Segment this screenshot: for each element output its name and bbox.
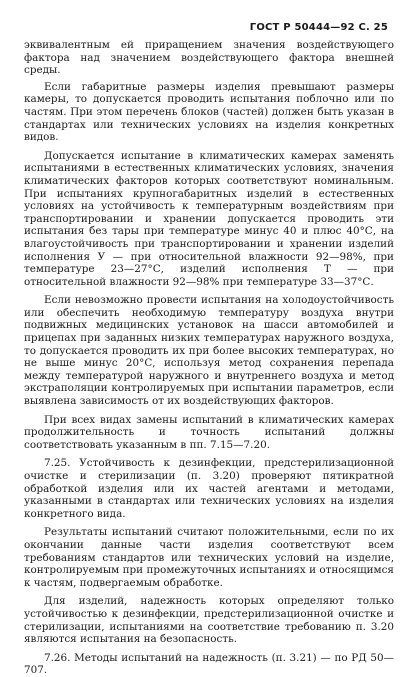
paragraph-dimensions: Если габаритные размеры изделия превышают размеры камеры, то допускается проводить испытания поблочно или по частям. При этом перечень блоков (частей) должен быть указан в стандартах или технических условиях на изделия конкретных видов. — [24, 80, 394, 144]
paragraph-natural-conditions: Допускается испытание в климатических камерах заменять испытаниями в естественных климатических условиях, значения климатических факторов которых соответствуют номинальным. При испытаниях крупногабаритных изделий в естественных условиях на устойчивость к температурным воздействиям при транспортировании и хранении допускается проводить эти испытания без тары при температуре минус 40 и плюс 40°С, на влагоустойчивость при транспортировании и хранении изделий исполнения У — при относительной влажности 92—98%, при температуре 23—27°С, изделий исполнения Т — при относительной влажности 92—98% при температуре 33—37°С. — [24, 149, 394, 288]
paragraph-results: Результаты испытаний считают положительными, если по их окончании данные части изделия соответствуют всем требованиям стандартов или технических условий на изделие, контролируемым при промежуточных испытаниях и относящимся к частям, подвергаемым обработке. — [24, 526, 394, 589]
running-header: ГОСТ Р 50444—92 С. 25 — [249, 22, 388, 33]
paragraph-cold-resistance: Если невозможно провести испытания на холодоустойчивость или обеспечить необходимую температуру воздуха внутри подвижных медицинских установок на шасси автомобилей и прицепах при заданных низких температурах наружного воздуха, то допускается проводить их при более высоких температурах, но не выше минус 20°С, используя метод сохранения перепада между температурой наружного и внутреннего воздуха и метод экстраполяции контролируемых при испытании параметров, если выявлена зависимость от их воздействующих факторов. — [24, 294, 394, 408]
paragraph-7-25: 7.25. Устойчивость к дезинфекции, предстерилизационной очистке и стерилизации (п. 3.20) проверяют пятикратной обработкой изделия или их частей агентами и методами, указанными в стандартах или технических условиях на изделия конкретного вида. — [24, 457, 394, 520]
paragraph-replacement: При всех видах замены испытаний в климатических камерах продолжительность и точность испытаний должны соответствовать указанным в пп. 7.15—7.20. — [24, 413, 394, 451]
paragraph-reliability-products: Для изделий, надежность которых определяют только устойчивостью к дезинфекции, предстерилизационной очистке и стерилизации, испытаниями на соответствие требованию п. 3.20 являются испытания на безопасность. — [24, 595, 394, 646]
paragraph-7-26: 7.26. Методы испытаний на надежность (п. 3.21) — по РД 50—707. — [24, 651, 394, 677]
paragraph-continuation: эквивалентным ей приращением значения воздействующего фактора над значением воздействующего фактора внешней среды. — [24, 39, 394, 77]
